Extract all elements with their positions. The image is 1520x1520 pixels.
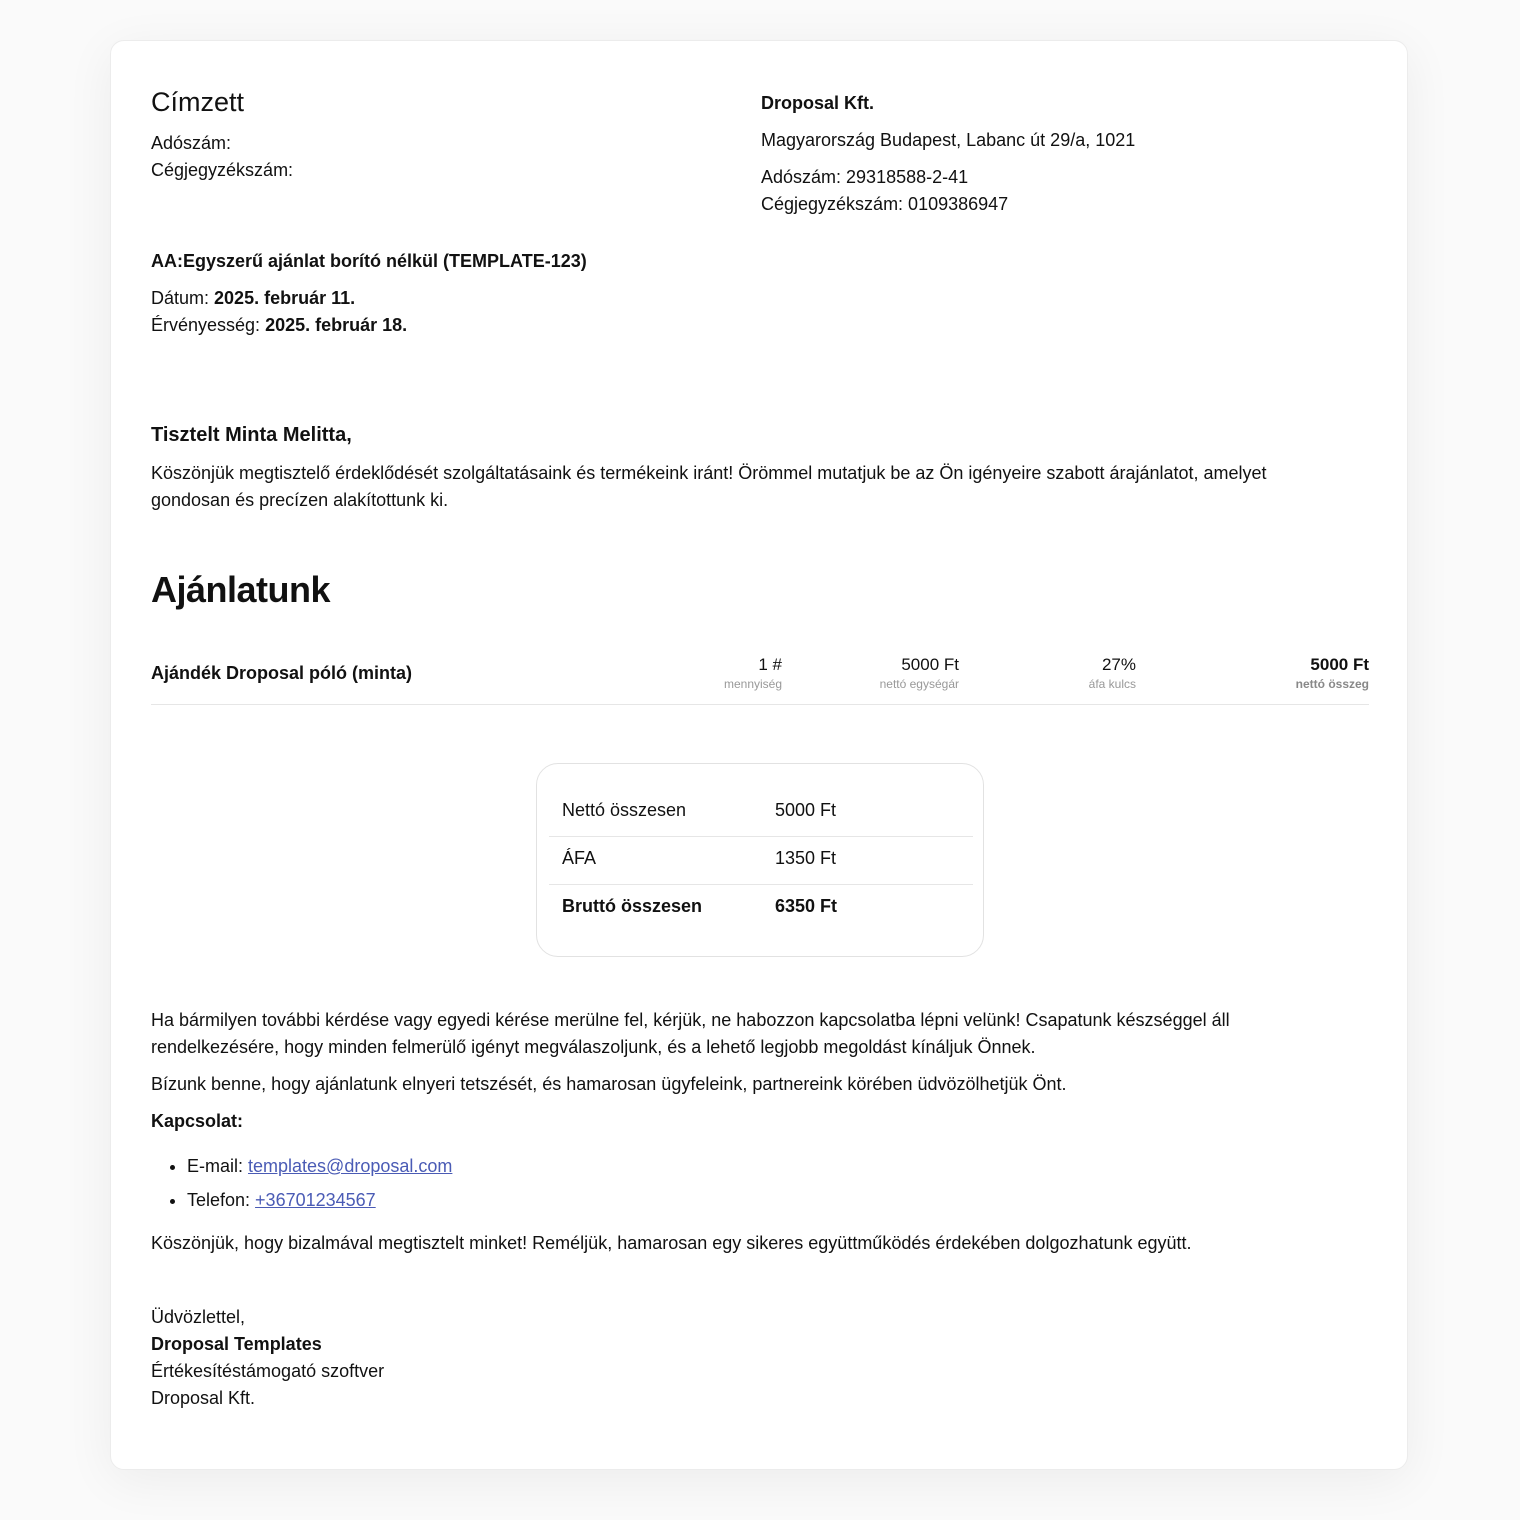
summary-row-gross <box>549 884 973 932</box>
item-quantity-label: mennyiség <box>723 677 782 691</box>
sender-address: Magyarország Budapest, Labanc út 29/a, 1021 <box>761 130 1136 150</box>
summary-row-net <box>549 788 973 837</box>
offer-document <box>110 40 1408 1470</box>
net-value: 5000 Ft <box>775 800 837 820</box>
greeting: Tisztelt Minta Melitta, <box>151 424 352 446</box>
contact-title: Kapcsolat: <box>151 1111 244 1131</box>
signature-role: Értékesítéstámogató szoftver <box>151 1361 385 1381</box>
net-label: Nettó összesen <box>562 800 687 820</box>
item-vat-rate-label: áfa kulcs <box>1088 677 1136 691</box>
contact-phone-item <box>187 1183 452 1217</box>
contact-email-item <box>187 1149 452 1183</box>
sender-reg: Cégjegyzékszám: 0109386947 <box>761 194 1009 214</box>
totals-summary <box>536 763 984 957</box>
item-net-total-label: nettó összeg <box>1295 677 1369 691</box>
item-unit-price-label: nettó egységár <box>879 677 959 691</box>
phone-link[interactable]: +36701234567 <box>255 1190 376 1210</box>
item-net-total-cell <box>1296 655 1369 691</box>
item-quantity-cell <box>724 655 782 691</box>
vat-value: 1350 Ft <box>775 848 837 868</box>
date-value: 2025. február 11. <box>214 288 356 308</box>
validity-value: 2025. február 18. <box>265 315 408 335</box>
closing-p1-line-2: rendelkezésére, hogy minden felmerülő igényt megválaszoljunk, és a lehető legjobb megoldást kínáljuk Önnek. <box>151 1037 1036 1057</box>
intro-line-2: gondosan és precízen alakítottunk ki. <box>151 490 449 510</box>
offer-date <box>151 285 355 312</box>
closing-p3: Köszönjük, hogy bizalmával megtisztelt minket! Reméljük, hamarosan egy sikeres együttműködés érdekében dolgozhatunk együtt. <box>151 1233 1192 1253</box>
section-title: Ajánlatunk <box>151 569 331 610</box>
sender-tax: Adószám: 29318588-2-41 <box>761 167 969 187</box>
offer-validity <box>151 312 407 339</box>
summary-row-vat <box>549 836 973 885</box>
closing-p1-line-1: Ha bármilyen további kérdése vagy egyedi kérése merülne fel, kérjük, ne habozzon kapcsolatba lépni velünk! Csapatunk készséggel áll <box>151 1010 1230 1030</box>
date-label: Dátum: <box>151 288 215 308</box>
email-link[interactable]: templates@droposal.com <box>248 1156 453 1176</box>
email-label: E-mail: <box>187 1156 249 1176</box>
item-vat-rate-cell <box>1089 655 1136 691</box>
signature-company: Droposal Kft. <box>151 1388 256 1408</box>
gross-label: Bruttó összesen <box>562 896 703 916</box>
intro-line-1: Köszönjük megtisztelő érdeklődését szolgáltatásaink és termékeink iránt! Örömmel mutatjuk be az Ön igényeire szabott árajánlatot, amelyet <box>151 463 1267 483</box>
recipient-reg-label: Cégjegyzékszám: <box>151 160 294 180</box>
gross-value: 6350 Ft <box>775 896 838 916</box>
sender-name: Droposal Kft. <box>761 93 875 113</box>
validity-label: Érvényesség: <box>151 315 266 335</box>
contact-list <box>151 1149 452 1217</box>
phone-label: Telefon: <box>187 1190 256 1210</box>
item-name: Ajándék Droposal póló (minta) <box>151 663 413 683</box>
item-net-total: 5000 Ft <box>1310 655 1369 674</box>
closing-p2: Bízunk benne, hogy ajánlatunk elnyeri tetszését, és hamarosan ügyfeleink, partnereink körében üdvözölhetjük Önt. <box>151 1074 1067 1094</box>
recipient-title: Címzett <box>151 87 245 117</box>
offer-title: AA:Egyszerű ajánlat borító nélkül (TEMPLATE-123) <box>151 251 587 271</box>
item-quantity: 1 # <box>758 655 782 674</box>
line-item-row <box>151 649 1369 705</box>
item-unit-price: 5000 Ft <box>901 655 959 674</box>
signature-salutation: Üdvözlettel, <box>151 1307 246 1327</box>
vat-label: ÁFA <box>562 848 597 868</box>
signature-name: Droposal Templates <box>151 1334 322 1354</box>
recipient-tax-label: Adószám: <box>151 133 232 153</box>
item-vat-rate: 27% <box>1101 655 1136 674</box>
item-unit-price-cell <box>880 655 959 691</box>
